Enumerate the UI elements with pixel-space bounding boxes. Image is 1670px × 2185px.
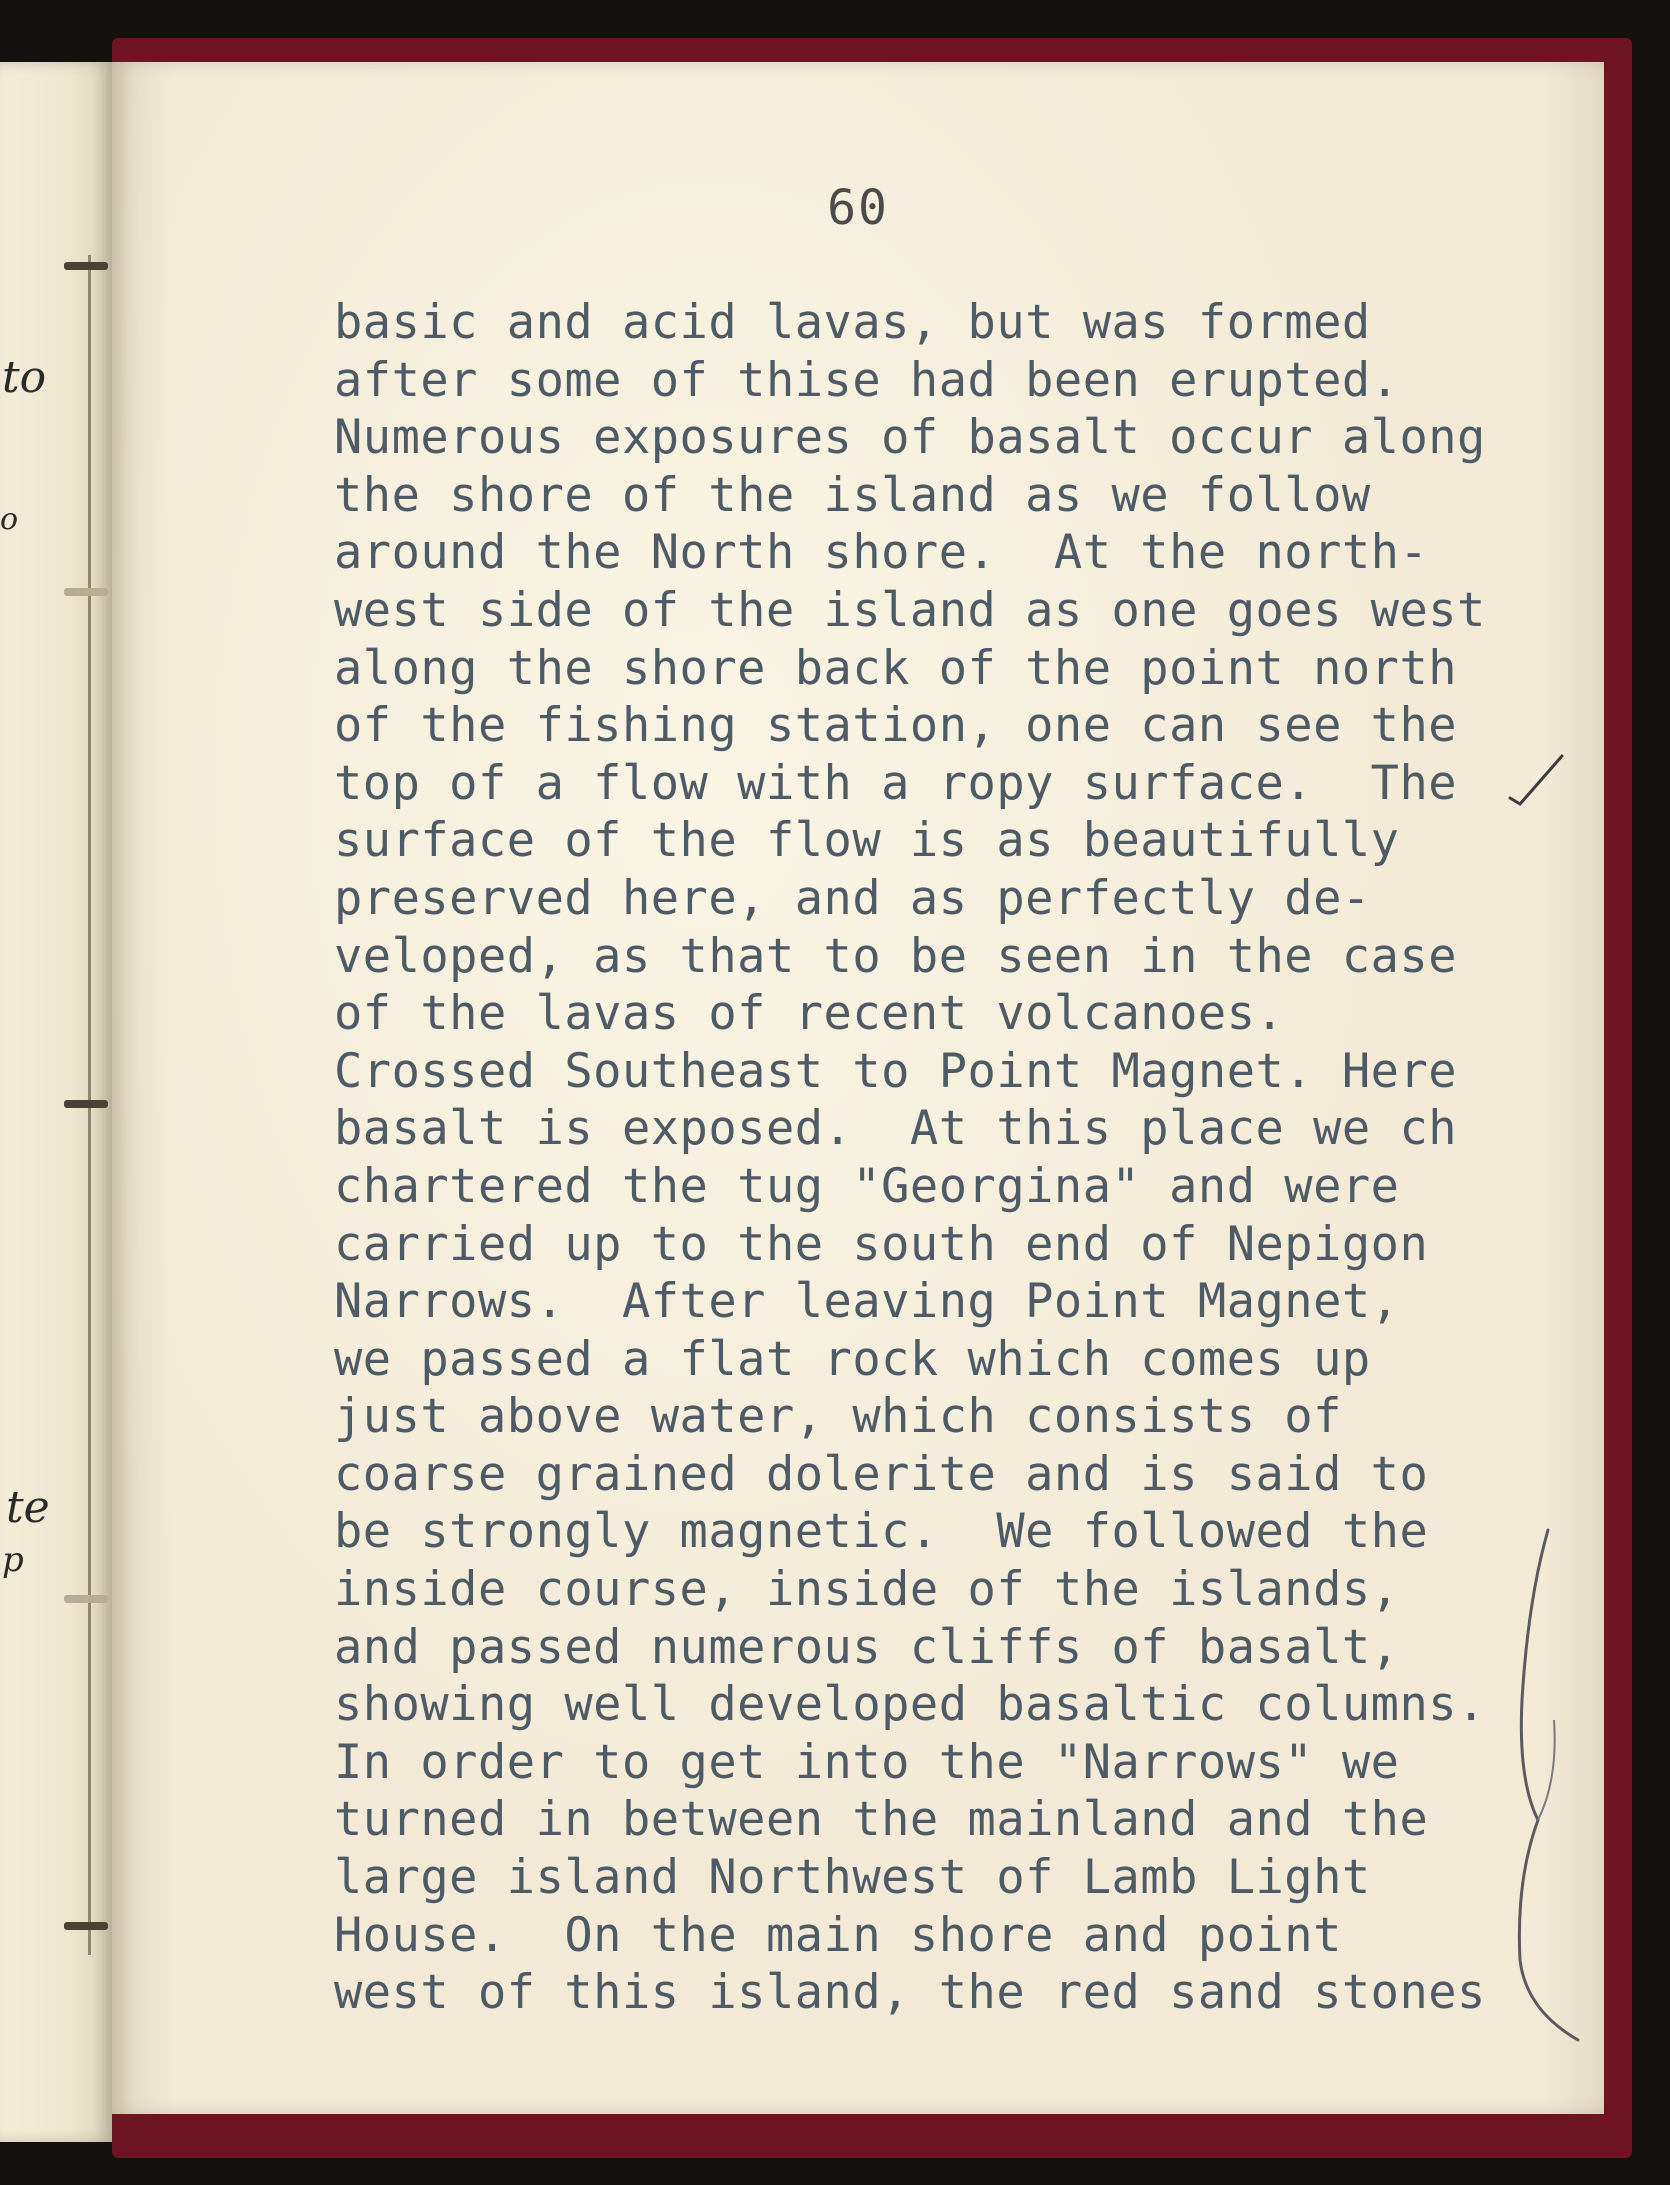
- text-line: In order to get into the "Narrows" we: [334, 1734, 1400, 1790]
- left-page-fragment: to: [2, 352, 47, 403]
- text-line: showing well developed basaltic columns.: [334, 1677, 1486, 1733]
- binding-stitch: [64, 1595, 108, 1603]
- text-line: coarse grained dolerite and is said to: [334, 1446, 1429, 1502]
- left-page-fragment: o: [0, 502, 19, 537]
- text-line: we passed a flat rock which comes up: [334, 1331, 1371, 1387]
- text-line: surface of the flow is as beautifully: [334, 813, 1400, 869]
- binding-stitch: [64, 262, 108, 270]
- text-line: chartered the tug "Georgina" and were: [334, 1158, 1400, 1214]
- text-line: large island Northwest of Lamb Light: [334, 1850, 1371, 1906]
- text-line: be strongly magnetic. We followed the: [334, 1504, 1429, 1560]
- left-page-fragment: te: [6, 1482, 50, 1533]
- text-line: House. On the main shore and point: [334, 1907, 1342, 1963]
- page-number: 60: [827, 180, 889, 236]
- text-line: just above water, which consists of: [334, 1389, 1342, 1445]
- text-line: the shore of the island as we follow: [334, 467, 1371, 523]
- text-line: Numerous exposures of basalt occur along: [334, 410, 1486, 466]
- text-line: basic and acid lavas, but was formed: [334, 295, 1371, 350]
- text-line: Crossed Southeast to Point Magnet. Here: [334, 1043, 1458, 1099]
- binding-stitch: [64, 588, 108, 596]
- notebook-page: [112, 62, 1604, 2114]
- text-line: around the North shore. At the north-: [334, 525, 1429, 581]
- text-line: turned in between the mainland and the: [334, 1792, 1429, 1848]
- text-line: after some of thise had been erupted.: [334, 352, 1400, 408]
- text-line: top of a flow with a ropy surface. The: [334, 755, 1458, 811]
- text-line: of the lavas of recent volcanoes.: [334, 986, 1285, 1042]
- text-line: basalt is exposed. At this place we ch: [334, 1101, 1458, 1157]
- text-line: inside course, inside of the islands,: [334, 1562, 1400, 1618]
- left-page-fragment: p: [2, 1540, 24, 1580]
- binding-stitch: [64, 1100, 108, 1108]
- text-line: Narrows. After leaving Point Magnet,: [334, 1274, 1400, 1330]
- text-line: and passed numerous cliffs of basalt,: [334, 1619, 1400, 1675]
- text-line: veloped, as that to be seen in the case: [334, 928, 1458, 984]
- pencil-bracket-mark-icon: [1508, 1520, 1598, 2050]
- text-line: west side of the island as one goes west: [334, 582, 1486, 638]
- pencil-check-mark-icon: [1506, 750, 1566, 810]
- text-line: carried up to the south end of Nepigon: [334, 1216, 1429, 1272]
- text-line: of the fishing station, one can see the: [334, 698, 1458, 754]
- typed-text-body: [334, 294, 1584, 2022]
- text-line: preserved here, and as perfectly de-: [334, 870, 1371, 926]
- text-line: west of this island, the red sand stones: [334, 1965, 1486, 2021]
- text-line: along the shore back of the point north: [334, 640, 1458, 696]
- binding-stitch: [64, 1922, 108, 1930]
